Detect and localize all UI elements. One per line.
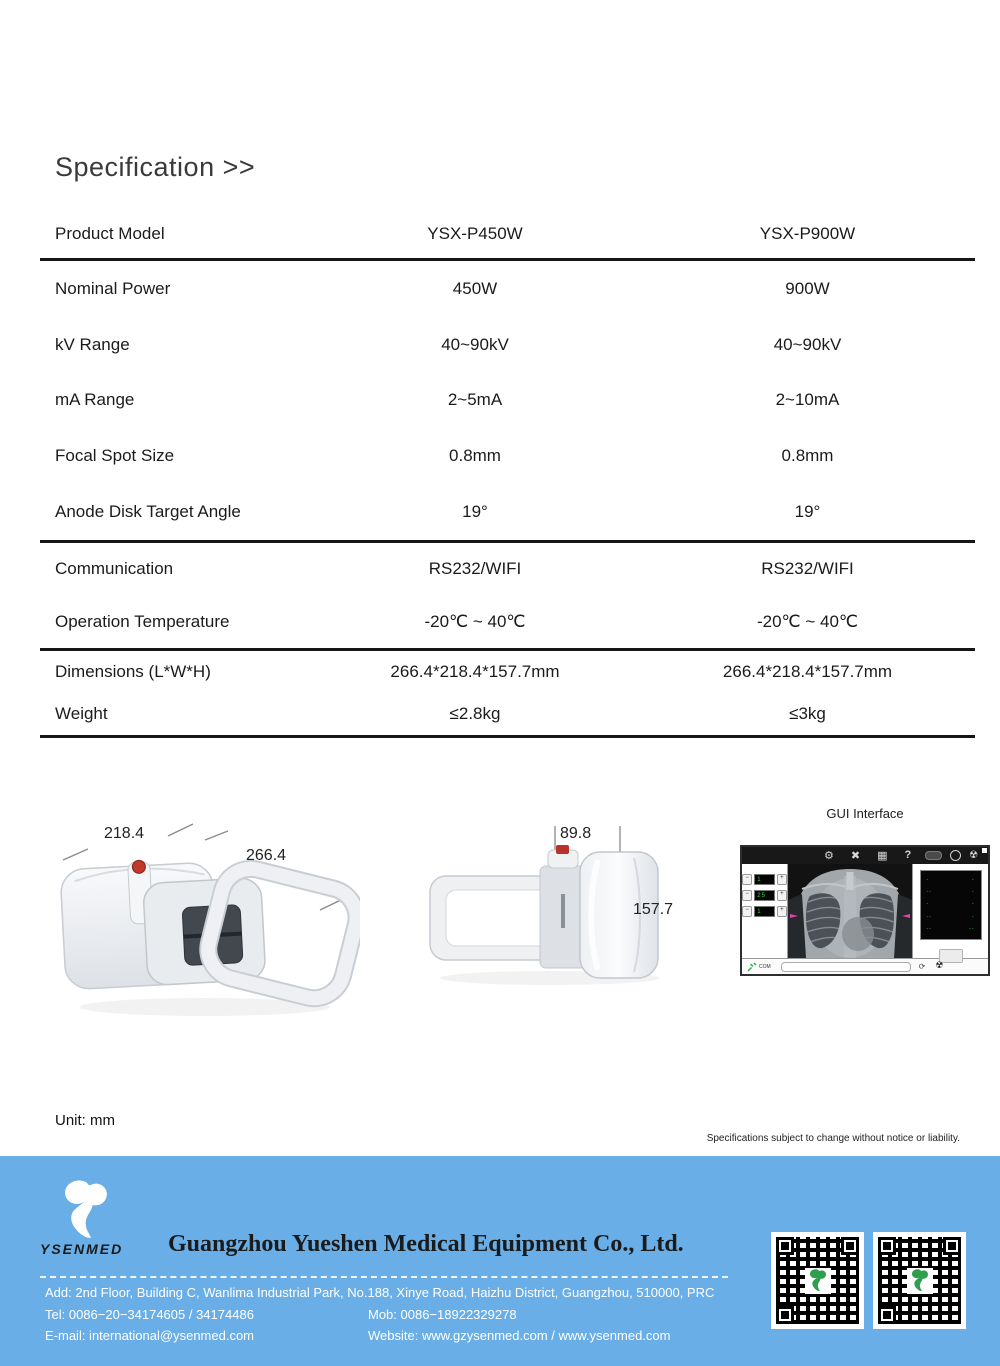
gui-caption: GUI Interface [826,806,904,821]
tools-icon: ✖ [850,849,861,862]
row-value-2: 266.4*218.4*157.7mm [722,661,893,681]
table-row [40,651,975,693]
footer-mobile: Mob: 0086−18922329278 [368,1307,517,1322]
device-front-view-image [45,815,360,1025]
stepper-row [742,874,787,885]
lcd-display: 1 [754,906,775,917]
row-value-1: 2~5mA [447,390,503,410]
minus-button: − [742,906,752,917]
row-value-2: 19° [794,502,821,522]
row-value-2: 2~10mA [775,390,840,410]
row-value-2: 0.8mm [781,446,834,466]
row-value-2: 900W [785,278,830,298]
model-col1: YSX-P450W [427,224,523,243]
row-value-1: 19° [462,502,488,522]
table-row [40,484,975,540]
page-title: Specification >> [55,152,256,182]
stepper-row [742,890,787,901]
row-label: Dimensions (L*W*H) [55,661,211,681]
qr-code-2 [873,1232,966,1329]
radiation-icon: ☢ [969,849,978,861]
qr-center-logo-icon [805,1268,831,1294]
model-col2: YSX-P900W [759,224,856,243]
row-value-1: 266.4*218.4*157.7mm [390,661,560,681]
stepper-row [742,906,787,917]
row-label: kV Range [55,334,130,354]
row-value-2: RS232/WIFI [761,559,854,579]
row-value-1: 40~90kV [441,334,509,354]
row-value-1: 450W [452,278,498,298]
table-group-1 [40,261,975,540]
bracket-slot [561,894,565,928]
qr-pattern [776,1237,859,1324]
ysenmed-logo-icon [58,1180,114,1240]
gui-parameter-panel [742,864,788,958]
ysenmed-logo-text: YSENMED [40,1241,124,1257]
table-row [40,428,975,484]
row-value-2: -20℃ ~ 40℃ [756,611,859,631]
qr-center-logo-icon [907,1268,933,1294]
plus-button: + [777,874,787,885]
row-label: mA Range [55,390,135,410]
table-divider [40,735,975,738]
red-button [556,845,569,854]
table-row [40,595,975,648]
dimension-depth-label: 89.8 [560,825,592,842]
dimension-length-label: 266.4 [246,847,287,864]
row-value-1: ≤2.8kg [449,703,501,723]
footer-tel: Tel: 0086−20−34174605 / 34174486 [45,1307,254,1322]
qr-code-1 [771,1232,864,1329]
row-label: Operation Temperature [55,611,230,631]
gui-readout-panel [912,864,988,958]
footer-address: Add: 2nd Floor, Building C, Wanlima Industrial Park, No.188, Xinye Road, Haizhu District, Guangzhou, 510000, PRC [45,1285,715,1300]
row-label: Focal Spot Size [55,446,175,466]
row-value-2: 40~90kV [773,334,842,354]
table-row [40,373,975,429]
table-row [40,543,975,596]
row-value-2: ≤3kg [789,703,826,723]
help-icon: ? [904,849,912,861]
com-status-label: COM [759,963,771,970]
qr-pattern [878,1237,961,1324]
window-corner-dot [982,848,987,853]
row-value-1: RS232/WIFI [428,559,522,579]
red-button [132,860,146,874]
gui-screenshot [740,845,990,976]
table-row [40,693,975,735]
image-icon: ▦ [877,849,888,862]
gui-toolbar [742,847,988,864]
table-row [40,261,975,317]
progress-bar [781,962,911,972]
spec-table [40,210,975,738]
table-group-2 [40,543,975,648]
settings-gear-icon: ⚙ [824,849,834,862]
lcd-panel: - - -- - - - -- - -- -- [920,870,982,940]
header-label: Product Model [55,224,165,243]
footer-website: Website: www.gzysenmed.com / www.ysenmed.com [368,1328,671,1343]
footer-divider [40,1276,728,1278]
dimension-height-label: 157.7 [633,901,674,918]
connection-icon [747,962,757,972]
row-label: Weight [55,703,108,723]
dimension-width-label: 218.4 [104,825,145,842]
xray-image [788,864,912,958]
minus-button: − [742,890,752,901]
row-value-1: -20℃ ~ 40℃ [424,611,526,631]
aperture-circle-icon [950,850,961,861]
unit-note: Unit: mm [55,1112,115,1129]
minus-button: − [742,874,752,885]
table-header-row [40,210,975,258]
row-label: Nominal Power [55,278,171,298]
refresh-icon: ⟳ [918,961,926,971]
lcd-display: 25 [754,890,775,901]
plus-button: + [777,906,787,917]
row-value-1: 0.8mm [449,446,501,466]
row-label: Communication [55,559,174,579]
footer-email: E-mail: international@ysenmed.com [45,1328,255,1343]
lcd-display: 1 [754,874,775,885]
disclaimer: Specifications subject to change without notice or liability. [706,1133,960,1144]
row-label: Anode Disk Target Angle [55,502,241,522]
table-group-3 [40,651,975,735]
plus-button: + [777,890,787,901]
radiation-icon: ☢ [935,961,944,971]
table-row [40,317,975,373]
power-pill-icon [925,851,942,860]
company-name: Guangzhou Yueshen Medical Equipment Co., Ltd. [168,1231,684,1257]
